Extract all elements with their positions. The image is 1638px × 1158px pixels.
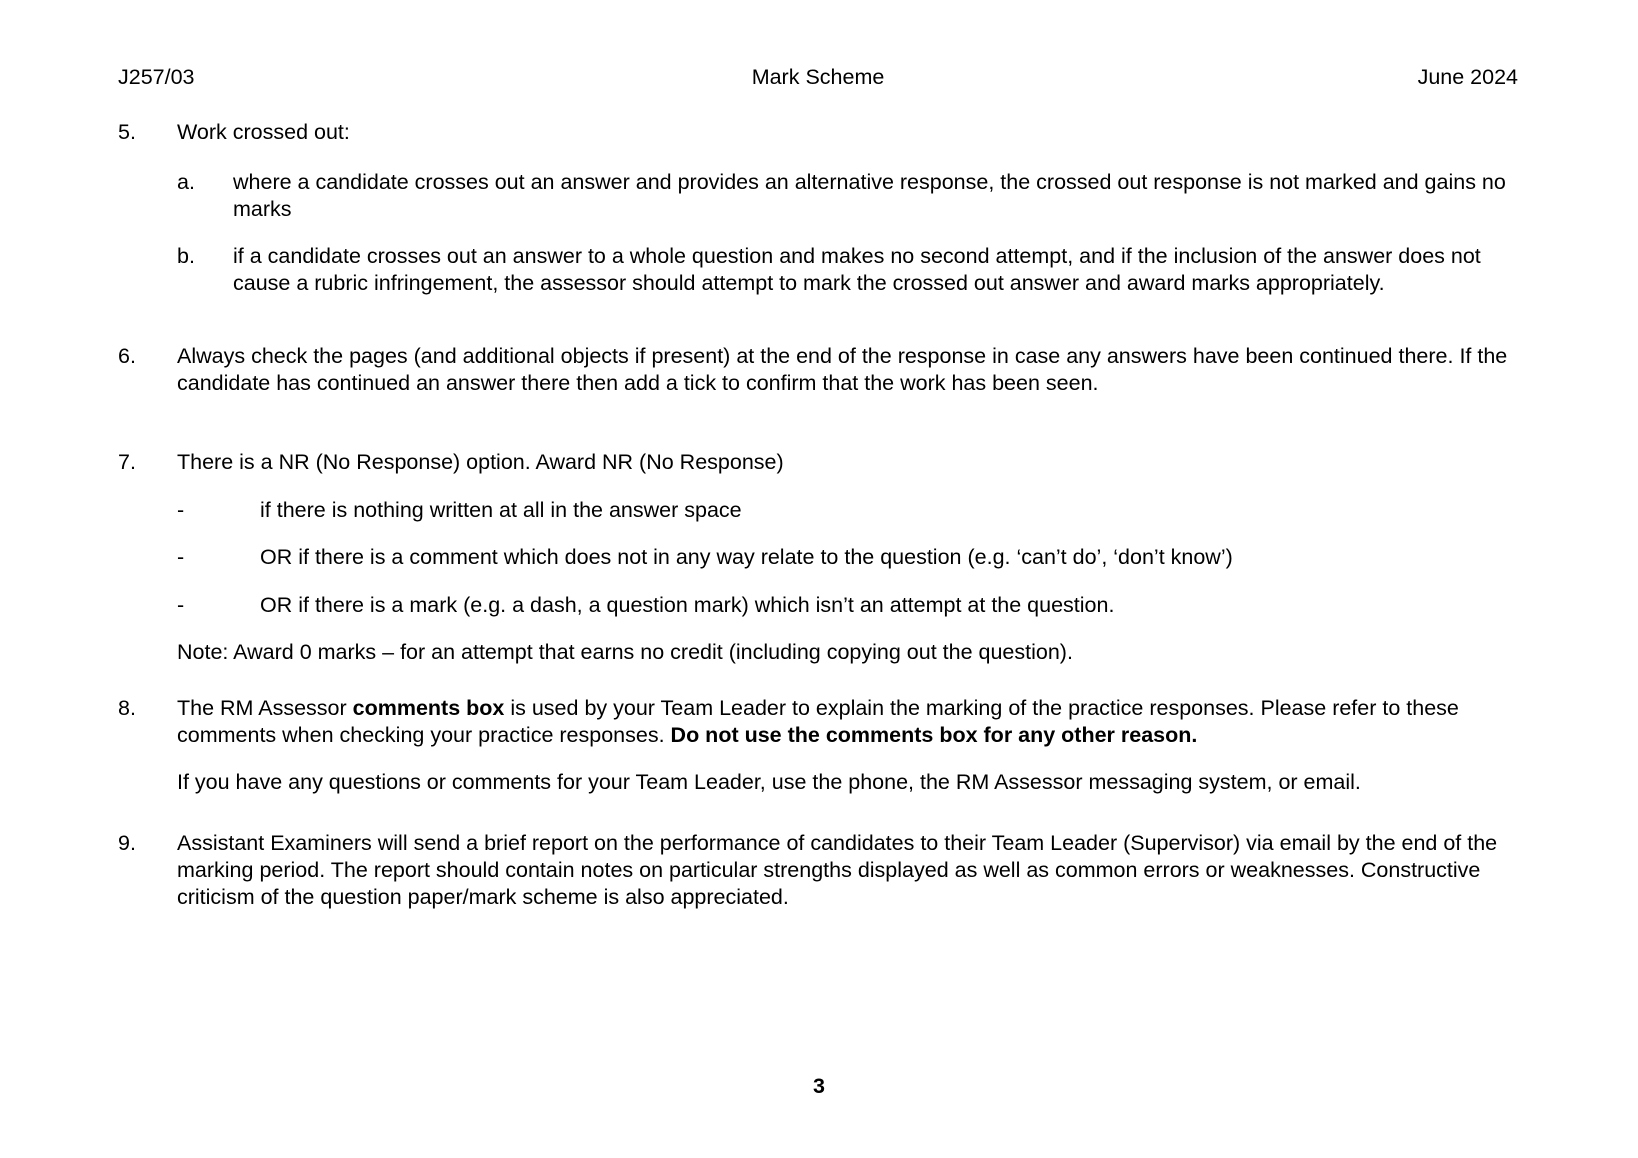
item-number: 8. bbox=[118, 696, 136, 720]
dash-text: OR if there is a comment which does not in any way relate to the question (e.g. ‘can’t do’, ‘don’t know’) bbox=[260, 545, 1233, 569]
item-text: Work crossed out: bbox=[177, 120, 350, 144]
header-doc-code: J257/03 bbox=[118, 65, 195, 89]
header-date: June 2024 bbox=[1417, 65, 1518, 89]
item-number: 5. bbox=[118, 120, 136, 144]
item8-bold-segment: Do not use the comments box for any other reason. bbox=[670, 723, 1198, 747]
subitem-letter: a. bbox=[177, 170, 195, 194]
item-text: Always check the pages (and additional objects if present) at the end of the response in case any answers have been continued there. If the candidate has continued an answer there then add a tick to confirm that the work has been seen. bbox=[177, 344, 1508, 395]
list-item-7-dash-2 bbox=[177, 544, 1518, 571]
list-item-5 bbox=[118, 119, 1518, 146]
dash-bullet: - bbox=[177, 498, 185, 522]
item8-bold-segment: comments box bbox=[352, 696, 505, 720]
list-item-5a bbox=[177, 169, 1518, 223]
header-title: Mark Scheme bbox=[751, 65, 885, 89]
list-item-7 bbox=[118, 449, 1518, 476]
subitem-text: if a candidate crosses out an answer to a whole question and makes no second attempt, and if the inclusion of the answer does not cause a rubric infringement, the assessor should attempt to mark the crossed out answer and award marks appropriately. bbox=[233, 244, 1481, 295]
item-text: Assistant Examiners will send a brief report on the performance of candidates to their Team Leader (Supervisor) via email by the end of the marking period. The report should contain notes on particular strengths displayed as well as common errors or weaknesses. Constructive criticism of the question paper/mark scheme is also appreciated. bbox=[177, 831, 1498, 909]
page-header bbox=[118, 64, 1518, 91]
item-text: There is a NR (No Response) option. Award NR (No Response) bbox=[177, 450, 784, 474]
list-item-7-dash-3 bbox=[177, 592, 1518, 619]
list-item-6 bbox=[118, 343, 1518, 397]
item8-text-segment: is used by your Team Leader to explain the marking of the practice responses. Please refer to these comments when checking your practice responses. bbox=[177, 696, 1459, 747]
dash-text: OR if there is a mark (e.g. a dash, a question mark) which isn’t an attempt at the question. bbox=[260, 593, 1115, 617]
dash-text: if there is nothing written at all in the answer space bbox=[260, 498, 742, 522]
item8-second-paragraph: If you have any questions or comments for your Team Leader, use the phone, the RM Assessor messaging system, or email. bbox=[177, 770, 1361, 794]
note-paragraph: Note: Award 0 marks – for an attempt that earns no credit (including copying out the question). bbox=[177, 640, 1073, 664]
subitem-text: where a candidate crosses out an answer and provides an alternative response, the crossed out response is not marked and gains no marks bbox=[233, 170, 1506, 221]
item-text bbox=[177, 695, 1518, 749]
item-number: 7. bbox=[118, 450, 136, 474]
page-number: 3 bbox=[813, 1074, 825, 1098]
list-item-7-dash-1 bbox=[177, 497, 1518, 524]
item8-text-segment: The RM Assessor bbox=[177, 696, 353, 720]
list-item-5b bbox=[177, 243, 1518, 297]
dash-bullet: - bbox=[177, 593, 185, 617]
dash-bullet: - bbox=[177, 545, 185, 569]
item-number: 6. bbox=[118, 344, 136, 368]
subitem-letter: b. bbox=[177, 244, 195, 268]
list-item-8 bbox=[118, 695, 1518, 749]
item-number: 9. bbox=[118, 831, 136, 855]
list-item-9 bbox=[118, 830, 1518, 911]
